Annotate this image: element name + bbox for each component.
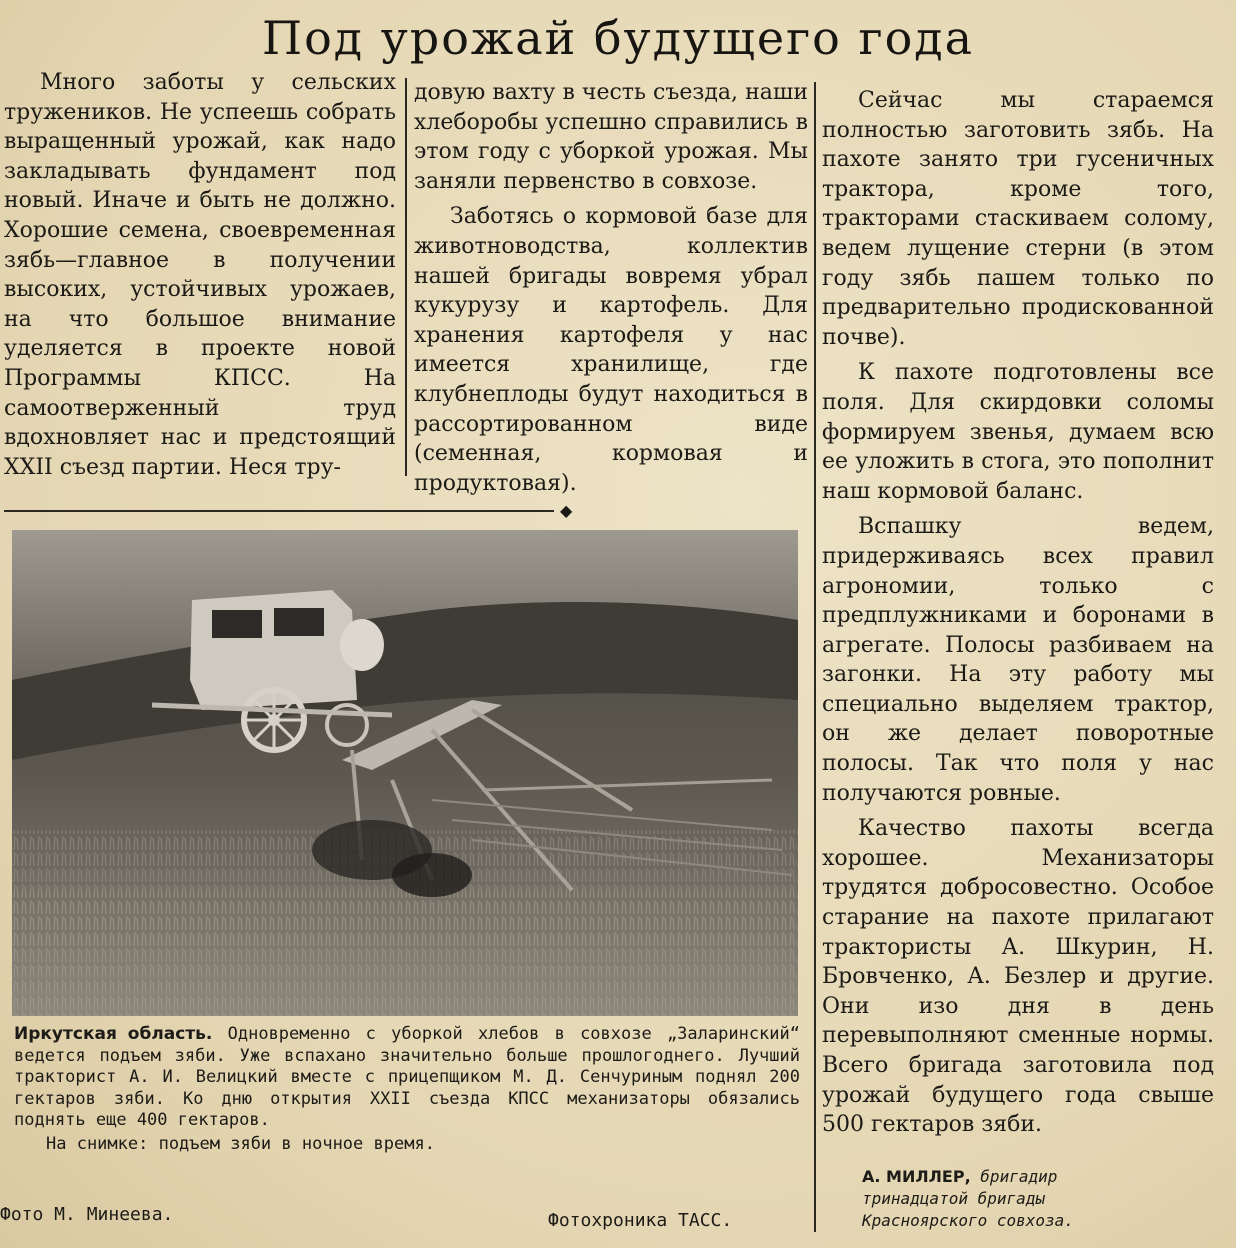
tractor-photo-image bbox=[12, 530, 798, 1016]
section-rule bbox=[4, 510, 554, 512]
column-divider bbox=[405, 78, 407, 476]
photo-caption bbox=[14, 1024, 800, 1155]
paragraph: К пахоте подготовлены все поля. Для скирдовки соломы формируем звенья, думаем всю ее уложить в стога, это пополнит наш кормовой баланс. bbox=[822, 360, 1214, 504]
article-column-2 bbox=[414, 78, 808, 498]
agency-credit: Фотохроника ТАСС. bbox=[548, 1210, 733, 1231]
paragraph: Вспашку ведем, придерживаясь всех правил агрономии, только с предплужниками и боронами в агрегате. Полосы разбиваем на загонки. На эту работу мы специально выделяем трактор, он же делает поворотные полосы. Так что поля у нас получаются ровные. bbox=[822, 514, 1214, 806]
caption-text: Одновременно с уборкой хлебов в совхозе „Заларинский“ ведется подъем зяби. Уже вспахано значительно больше прошлогоднего. Лучший тракторист А. И. Велицкий вместе с прицепщиком М. Д. Сенчуриным поднял 200 гектаров зяби. Ко дню открытия XXII съезда КПСС механизаторы обязались поднять еще 400 гектаров. bbox=[14, 1024, 800, 1130]
caption-note: На снимке: подъем зяби в ночное время. bbox=[46, 1133, 435, 1154]
tractor-photo bbox=[12, 530, 798, 1016]
author-signature bbox=[862, 1166, 1162, 1232]
column-divider bbox=[814, 82, 816, 1232]
paragraph: Качество пахоты всегда хорошее. Механизаторы трудятся добросовестно. Особое старание на пахоте прилагают трактористы А. Шкурин, Н. Бровченко, А. Безлер и другие. Они изо дня в день перевыполняют сменные нормы. Всего бригада заготовила под урожай будущего года свыше 500 гектаров зяби. bbox=[822, 816, 1214, 1138]
caption-lead: Иркутская область. bbox=[14, 1024, 213, 1044]
photo-credit: Фото М. Минеева. bbox=[0, 1204, 174, 1225]
paragraph: Сейчас мы стараемся полностью заготовить зябь. На пахоте занято три гусеничных трактора, кроме того, тракторами стаскиваем солому, ведем лущение стерни (в этом году зябь пашем только по предварительно продискованной почве). bbox=[822, 88, 1214, 350]
author-name: А. МИЛЛЕР, bbox=[862, 1167, 971, 1186]
author-role: бригадир тринадцатой бригады Красноярского совхоза. bbox=[862, 1167, 1074, 1230]
article-title: Под урожай будущего года bbox=[261, 11, 975, 65]
paragraph: Заботясь о кормовой базе для животноводства, коллектив нашей бригады вовремя убрал кукурузу и картофель. Для хранения картофеля у нас имеется хранилище, где клубнеплоды будут находиться в рассортированном виде (семенная, кормовая и продуктовая). bbox=[414, 204, 808, 496]
paragraph: довую вахту в честь съезда, наши хлеборобы успешно справились в этом году с уборкой урожая. Мы заняли первенство в совхозе. bbox=[414, 80, 808, 194]
paragraph: Много заботы у сельских тружеников. Не успеешь собрать выращенный урожай, как надо закладывать фундамент под новый. Иначе и быть не должно. Хорошие семена, своевременная зябь—главное в получении высоких, устойчивых урожаев, на что большое внимание уделяется в проекте новой Программы КПСС. На самоотверженный труд вдохновляет нас и предстоящий XXII съезд партии. Неся тру- bbox=[4, 70, 396, 480]
article-column-1 bbox=[4, 68, 396, 482]
article-column-3 bbox=[822, 86, 1214, 1140]
diamond-ornament-icon: ◆ bbox=[560, 501, 573, 520]
